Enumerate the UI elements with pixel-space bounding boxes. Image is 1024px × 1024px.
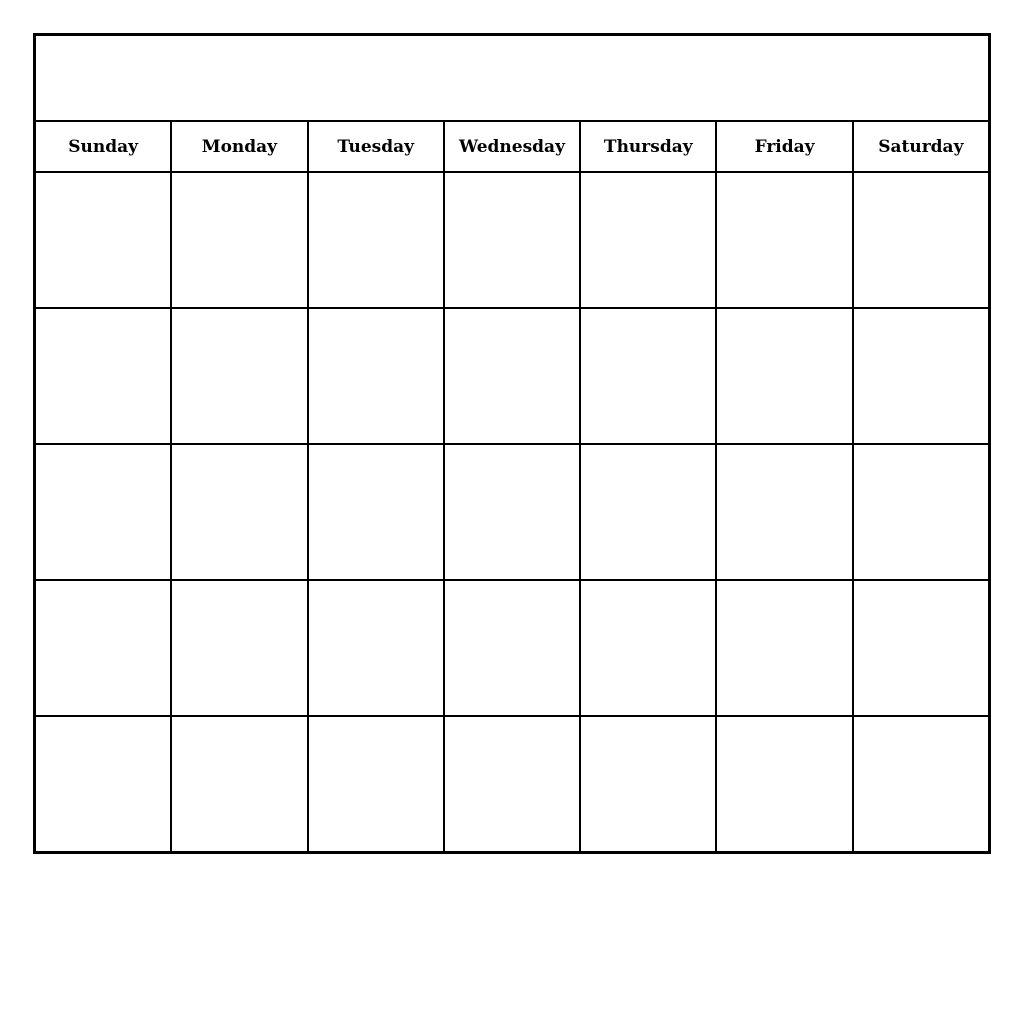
calendar-day-cell[interactable] <box>854 445 988 579</box>
calendar-day-cell[interactable] <box>581 309 717 443</box>
calendar-title-area <box>36 36 988 122</box>
calendar-day-cell[interactable] <box>309 173 445 307</box>
calendar-day-cell[interactable] <box>445 445 581 579</box>
calendar-day-cell[interactable] <box>445 173 581 307</box>
calendar-day-cell[interactable] <box>717 309 853 443</box>
calendar-day-cell[interactable] <box>309 309 445 443</box>
calendar-day-cell[interactable] <box>172 445 308 579</box>
weekday-header-tuesday: Tuesday <box>309 122 445 171</box>
calendar-day-cell[interactable] <box>854 309 988 443</box>
weekday-header-friday: Friday <box>717 122 853 171</box>
calendar-week-row <box>36 173 988 309</box>
calendar-weeks <box>36 173 988 851</box>
calendar-day-cell[interactable] <box>854 717 988 851</box>
calendar-day-cell[interactable] <box>717 173 853 307</box>
calendar-day-cell[interactable] <box>309 717 445 851</box>
calendar-day-cell[interactable] <box>36 717 172 851</box>
calendar-day-cell[interactable] <box>581 717 717 851</box>
calendar-day-cell[interactable] <box>581 173 717 307</box>
calendar-day-cell[interactable] <box>172 581 308 715</box>
weekday-header-saturday: Saturday <box>878 136 964 157</box>
calendar-day-cell[interactable] <box>309 445 445 579</box>
calendar-day-cell[interactable] <box>172 717 308 851</box>
calendar-day-cell[interactable] <box>172 309 308 443</box>
calendar-week-row <box>36 581 988 717</box>
calendar-week-row <box>36 309 988 445</box>
calendar-day-cell[interactable] <box>854 173 988 307</box>
calendar-grid <box>33 33 991 854</box>
calendar-day-cell[interactable] <box>717 717 853 851</box>
calendar-day-cell[interactable] <box>445 717 581 851</box>
calendar-day-cell[interactable] <box>717 581 853 715</box>
calendar-day-cell[interactable] <box>717 445 853 579</box>
weekday-header-sunday: Sunday <box>36 122 172 171</box>
calendar-day-cell[interactable] <box>309 581 445 715</box>
calendar-day-cell[interactable] <box>581 445 717 579</box>
calendar-day-cell[interactable] <box>36 445 172 579</box>
calendar-day-cell[interactable] <box>581 581 717 715</box>
calendar-day-cell[interactable] <box>36 309 172 443</box>
calendar-day-cell[interactable] <box>36 581 172 715</box>
calendar-day-cell[interactable] <box>36 173 172 307</box>
calendar-day-cell[interactable] <box>172 173 308 307</box>
weekday-header-wednesday: Wednesday <box>445 122 581 171</box>
calendar-day-cell[interactable] <box>854 581 988 715</box>
calendar-day-cell[interactable] <box>445 581 581 715</box>
weekday-header-monday: Monday <box>172 122 308 171</box>
calendar-week-row <box>36 717 988 851</box>
calendar-week-row <box>36 445 988 581</box>
weekday-header-row <box>36 122 988 173</box>
weekday-header-thursday: Thursday <box>581 122 717 171</box>
calendar-day-cell[interactable] <box>445 309 581 443</box>
